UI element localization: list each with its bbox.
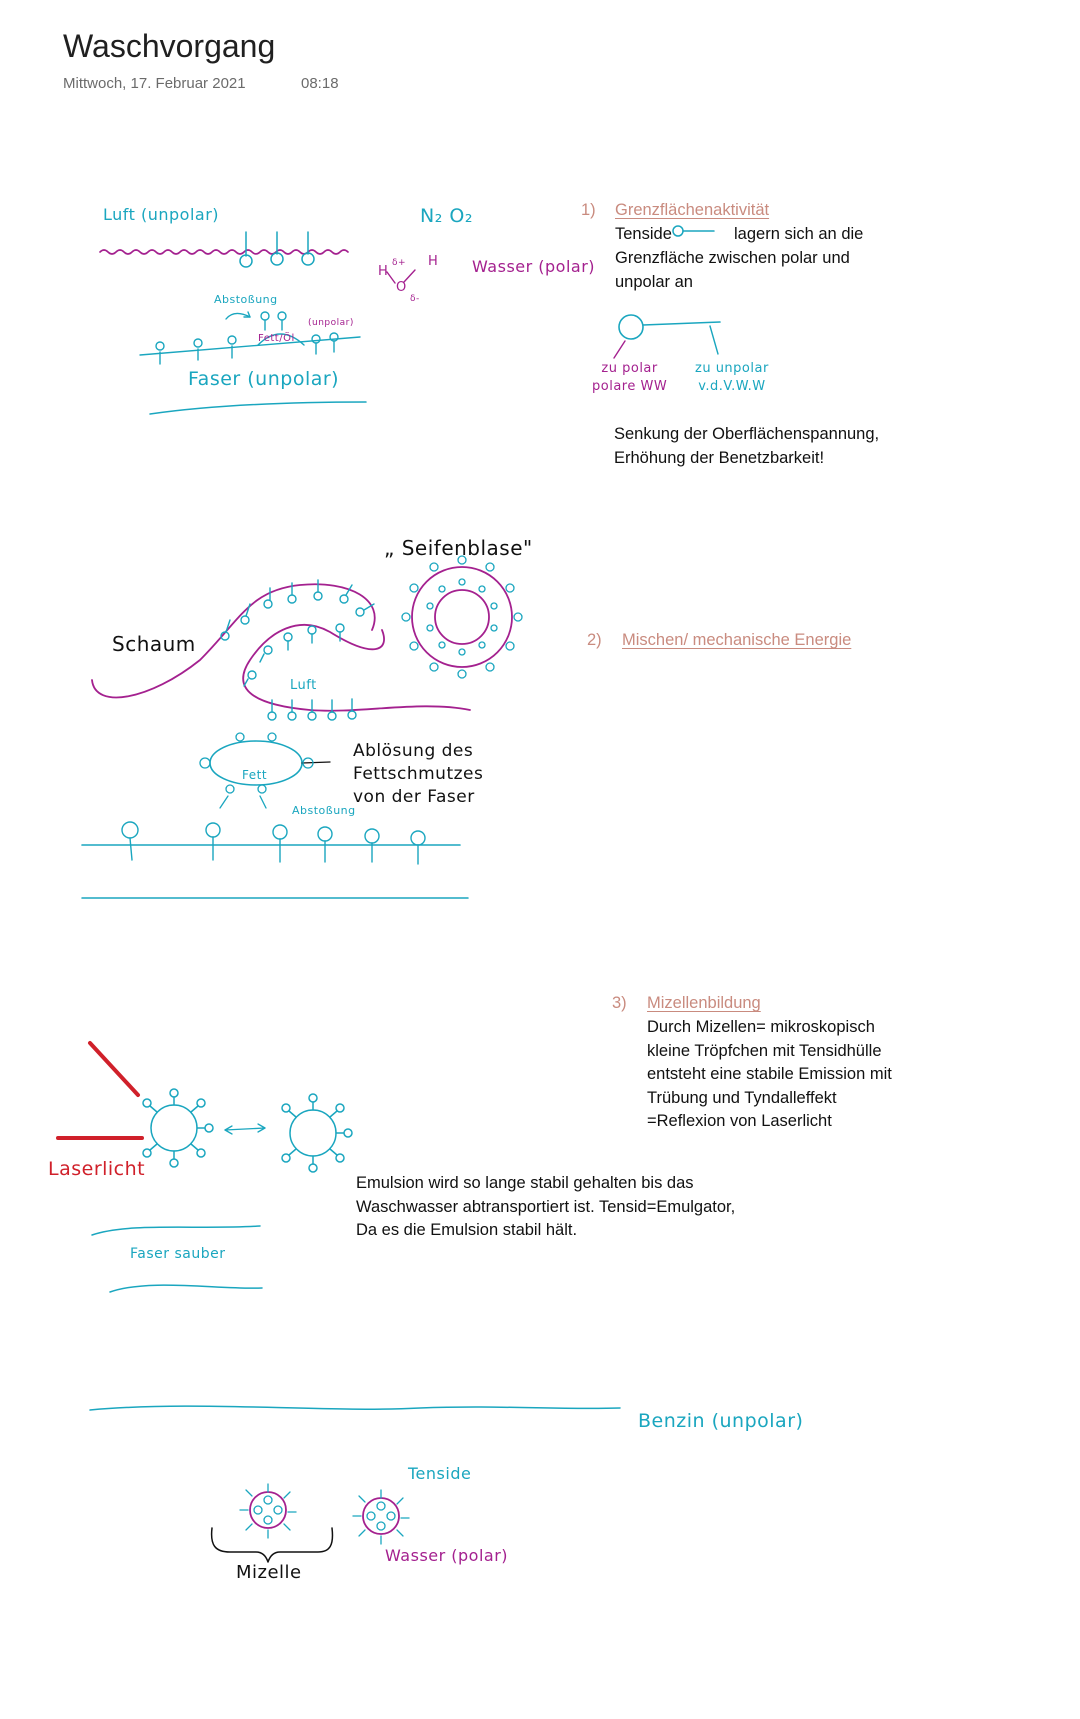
page-time: 08:18 — [301, 75, 339, 92]
section3-number: 3) — [612, 994, 627, 1012]
label-schaum: Schaum — [112, 632, 196, 656]
section3-line3: entsteht eine stabile Emission mit — [647, 1065, 892, 1083]
section3-line1: Durch Mizellen= mikroskopisch — [647, 1018, 875, 1036]
section1-summary — [614, 423, 879, 470]
reverse-micelle-left — [240, 1484, 296, 1538]
section3-line4: Trübung und Tyndalleffekt — [647, 1088, 837, 1107]
label-polar-ww — [592, 360, 667, 396]
abloesung-line2: Fettschmutzes — [353, 764, 484, 784]
label-faser-unpolar: Faser (unpolar) — [188, 368, 340, 390]
label-luft-foam: Luft — [290, 678, 317, 693]
label-luft-unpolar: Luft (unpolar) — [103, 205, 220, 224]
label-delta-minus: δ- — [410, 294, 420, 304]
summary-line2: Erhöhung der Benetzbarkeit! — [614, 448, 825, 467]
clean-fiber-top — [92, 1226, 260, 1235]
label-h-right: H — [428, 254, 439, 269]
section3-line2: kleine Tröpfchen mit Tensidhülle — [647, 1041, 882, 1060]
tenside-inline-symbol — [673, 226, 714, 236]
foam-inner-film — [243, 625, 470, 711]
clean-fiber-bottom — [110, 1285, 262, 1292]
page-date: Mittwoch, 17. Februar 2021 — [63, 75, 246, 92]
micelle-arrow — [225, 1124, 265, 1134]
label-o: O — [396, 280, 407, 295]
soap-bubble-drawing — [402, 556, 522, 678]
label-unpolar-small: (unpolar) — [308, 318, 354, 328]
tenside-schematic — [619, 315, 720, 339]
label-abloesung — [353, 740, 483, 809]
label-polar-line1: zu polar — [601, 361, 658, 376]
label-faser-sauber: Faser sauber — [130, 1246, 226, 1262]
section1-heading: Grenzflächenaktivität — [615, 201, 770, 219]
label-unpolar-line2: v.d.V.W.W — [698, 379, 766, 394]
section3-heading: Mizellenbildung — [647, 994, 761, 1012]
label-unpolar-vdw — [695, 360, 769, 396]
section1-line2: Grenzfläche zwischen polar und — [615, 249, 850, 267]
section1-line1-rest: lagern sich an die — [734, 225, 864, 243]
label-wasser-polar-2: Wasser (polar) — [385, 1546, 509, 1565]
emulsion-line1: Emulsion wird so lange stabil gehalten bis das — [356, 1174, 694, 1192]
label-unpolar-line1: zu unpolar — [695, 361, 769, 376]
mizelle-brace — [212, 1528, 333, 1562]
label-tenside: Tenside — [408, 1464, 472, 1483]
summary-line1: Senkung der Oberflächenspannung, — [614, 425, 880, 443]
abloesung-line1: Ablösung des — [353, 741, 474, 761]
label-abstossung-1: Abstoßung — [214, 293, 278, 306]
section1-number: 1) — [581, 201, 596, 219]
fiber-lower-line-1 — [150, 402, 366, 414]
foam-tensides — [221, 580, 374, 720]
page-title: Waschvorgang — [63, 28, 276, 64]
laser-beam — [58, 1043, 142, 1138]
benzin-line — [90, 1406, 620, 1410]
tenside-schematic-pointers — [614, 326, 718, 358]
label-h-left: H — [378, 264, 389, 279]
label-wasser-polar: Wasser (polar) — [472, 257, 596, 276]
micelle-left — [143, 1089, 213, 1167]
label-laserlicht: Laserlicht — [48, 1158, 146, 1180]
interface-tensides — [240, 232, 314, 267]
label-fett-droplet: Fett — [242, 768, 268, 782]
label-fett-oel: Fett/Öl — [258, 333, 295, 344]
label-delta-plus: δ+ — [392, 258, 407, 268]
section2-heading: Mischen/ mechanische Energie — [622, 631, 852, 649]
label-polar-line2: polare WW — [592, 379, 668, 394]
section1-line3: unpolar an — [615, 273, 693, 291]
label-seifenblase: „ Seifenblase" — [384, 536, 533, 560]
emulsion-line3: Da es die Emulsion stabil hält. — [356, 1221, 578, 1239]
emulsion-text — [356, 1172, 735, 1243]
micelle-right — [282, 1094, 352, 1172]
label-mizelle: Mizelle — [236, 1562, 302, 1583]
section3-line5: =Reflexion von Laserlicht — [647, 1112, 832, 1130]
section1-tenside-word: Tenside — [615, 225, 672, 243]
label-abstossung-2: Abstoßung — [292, 804, 356, 817]
abloesung-line3: von der Faser — [353, 787, 475, 807]
label-gases: N₂ O₂ — [420, 205, 473, 227]
emulsion-line2: Waschwasser abtransportiert ist. Tensid=Emulgator, — [356, 1197, 736, 1216]
label-benzin-unpolar: Benzin (unpolar) — [638, 1410, 804, 1432]
section3-body — [647, 1016, 892, 1134]
reverse-micelle-right — [353, 1490, 409, 1544]
section2-number: 2) — [587, 631, 602, 649]
